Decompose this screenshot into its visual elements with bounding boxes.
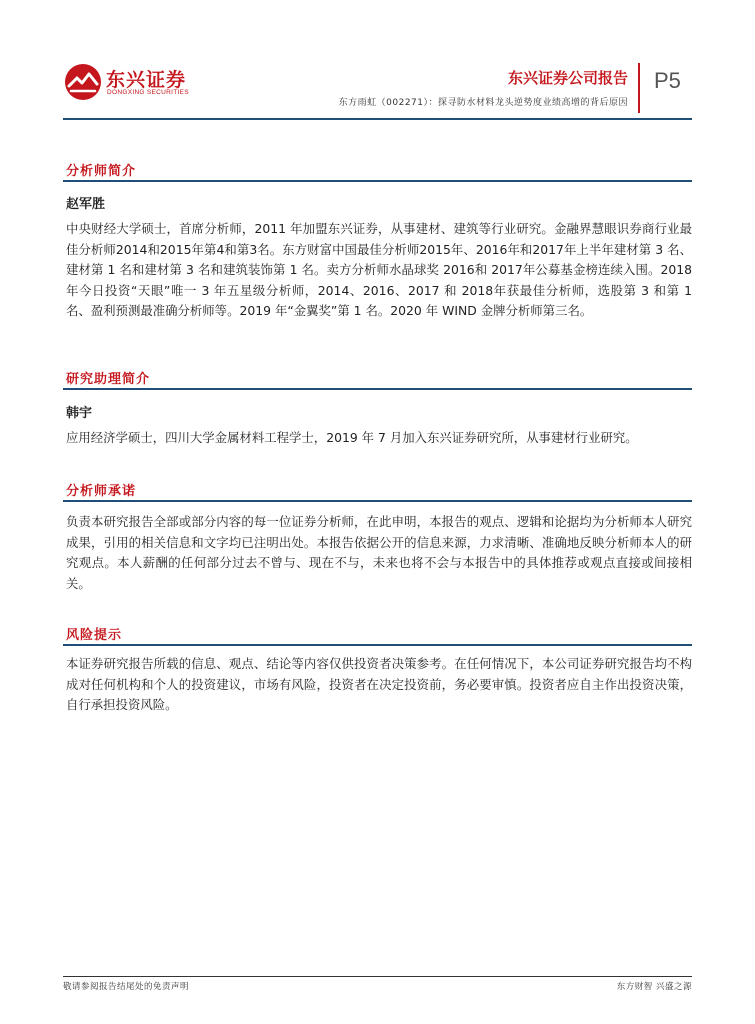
dongxing-logo-icon: [63, 62, 103, 102]
company-logo: [63, 62, 203, 102]
analyst-bio: 中央财经大学硕士，首席分析师，2011 年加盟东兴证券，从事建材、建筑等行业研究。金融界慧眼识券商行业最佳分析师2014和2015年第4和第3名。东方财富中国最佳分析师2015年、2016年和2017年上半年建材第 3 名、建材第 1 名和建材第 3 名和建筑装饰第 1 名。卖方分析师水晶球奖 2016和 2017年公募基金榜连续入围。2018 年今日投资“天眼”唯一 3 年五星级分析师，2014、2016、2017 和 2018年获最佳分析师，选股第 3 和第 1 名、盈利预测最准确分析师等。2019 年“金翼奖”第 1 名。2020 年 WIND 金牌分析师第三名。: [66, 221, 692, 318]
section-rule: [63, 388, 692, 390]
assistant-bio: 应用经济学硕士，四川大学金属材料工程学士，2019 年 7 月加入东兴证券研究所，从事建材行业研究。: [66, 430, 638, 445]
footer-slogan: 东方财智 兴盛之源: [616, 982, 692, 992]
risk-warning-text: 本证券研究报告所载的信息、观点、结论等内容仅供投资者决策参考。在任何情况下，本公司证券研究报告均不构成对任何机构和个人的投资建议，市场有风险，投资者在决定投资前，务必要审慎。投资者应自主作出投资决策，自行承担投资风险。: [66, 656, 692, 712]
footer-disclaimer-note: 敬请参阅报告结尾处的免责声明: [63, 982, 190, 992]
section-title-assistant-intro: 研究助理简介: [66, 372, 151, 387]
report-title: 东兴证券公司报告: [507, 69, 628, 87]
section-rule: [63, 180, 692, 182]
section-title-analyst-intro: 分析师简介: [66, 164, 137, 179]
logo-chinese-text: 东兴证券: [106, 69, 187, 91]
footer-rule: [63, 976, 692, 977]
analyst-name: 赵军胜: [66, 197, 106, 212]
logo-english-text: DONGXING SECURITIES: [107, 89, 189, 96]
report-subtitle: 东方雨虹（002271）：探寻防水材料龙头逆势度业绩高增的背后原因: [338, 98, 628, 108]
section-rule: [63, 644, 692, 646]
section-title-analyst-commitment: 分析师承诺: [66, 484, 137, 499]
assistant-name: 韩宇: [66, 406, 93, 421]
page-number: P5: [654, 68, 681, 93]
header-divider: [638, 63, 640, 113]
page-header: [0, 0, 755, 120]
header-rule: [63, 118, 692, 120]
section-rule: [63, 500, 692, 502]
section-title-risk-warning: 风险提示: [66, 628, 123, 643]
analyst-commitment-text: 负责本研究报告全部或部分内容的每一位证券分析师，在此申明，本报告的观点、逻辑和论据均为分析师本人研究成果，引用的相关信息和文字均已注明出处。本报告依据公开的信息来源，力求清晰、准确地反映分析师本人的研究观点。本人薪酬的任何部分过去不曾与、现在不与，未来也将不会与本报告中的具体推荐或观点直接或间接相关。: [66, 514, 692, 591]
